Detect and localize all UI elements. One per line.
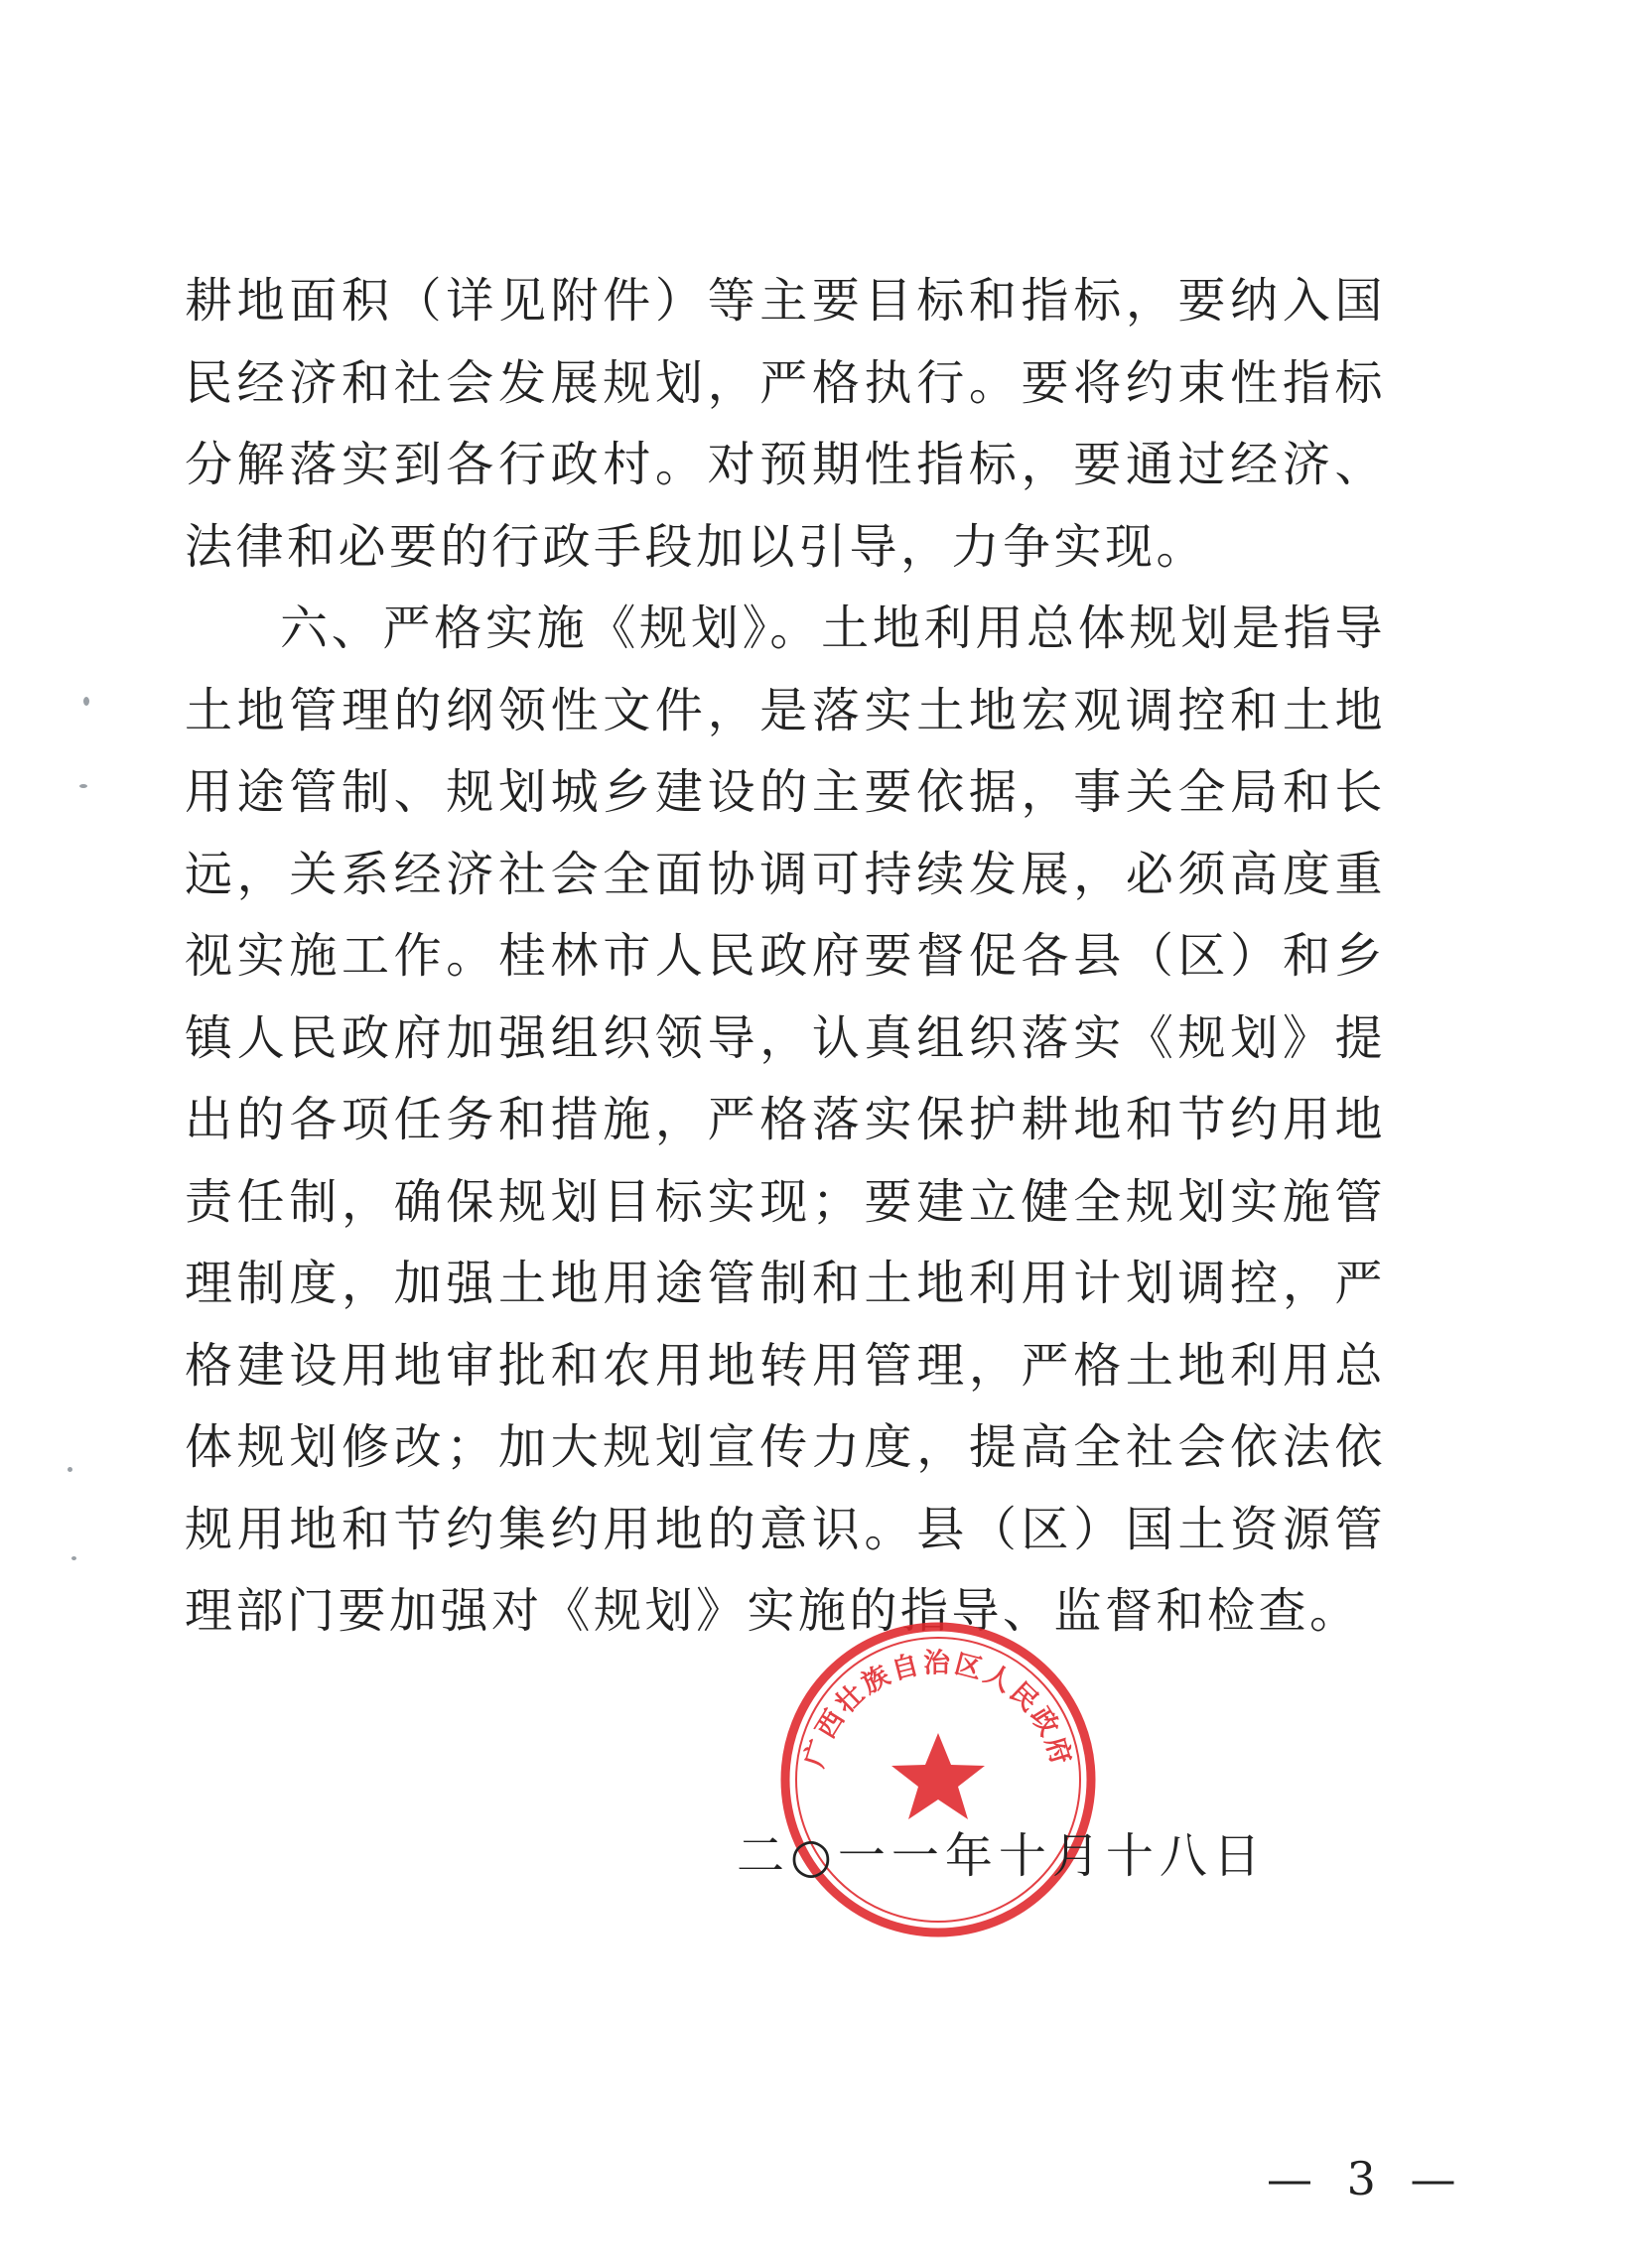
seal-lettering: 广西壮族自治区人民政府 [798, 1648, 1078, 1772]
scan-speck [71, 1556, 76, 1560]
document-date: 二○一一年十月十八日 [737, 1828, 1267, 1884]
document-body [185, 260, 1386, 1653]
scan-speck [79, 784, 87, 788]
page-number: — 3 — [1267, 2152, 1466, 2205]
scan-speck [68, 1467, 72, 1472]
paragraph-targets: 耕地面积（详见附件）等主要目标和指标，要纳入国民经济和社会发展规划，严格执行。要将约束性指标分解落实到各行政村。对预期性指标，要通过经济、法律和必要的行政手段加以引导，力争实现。 [185, 273, 1386, 575]
scan-speck [83, 697, 89, 706]
paragraph-implementation: 六、严格实施《规划》。土地利用总体规划是指导土地管理的纲领性文件，是落实土地宏观调控和土地用途管制、规划城乡建设的主要依据，事关全局和长远，关系经济社会全面协调可持续发展，必须高度重视实施工作。桂林市人民政府要督促各县（区）和乡镇人民政府加强组织领导，认真组织落实《规划》提出的各项任务和措施，严格落实保护耕地和节约用地责任制，确保规划目标实现；要建立健全规划实施管理制度，加强土地用途管制和土地利用计划调控，严格建设用地审批和农用地转用管理，严格土地利用总体规划修改；加大规划宣传力度，提高全社会依法依规用地和节约集约用地的意识。县（区）国土资源管理部门要加强对《规划》实施的指导、监督和检查。 [185, 600, 1386, 1639]
official-seal [774, 1616, 1102, 1943]
star-icon [891, 1733, 985, 1819]
